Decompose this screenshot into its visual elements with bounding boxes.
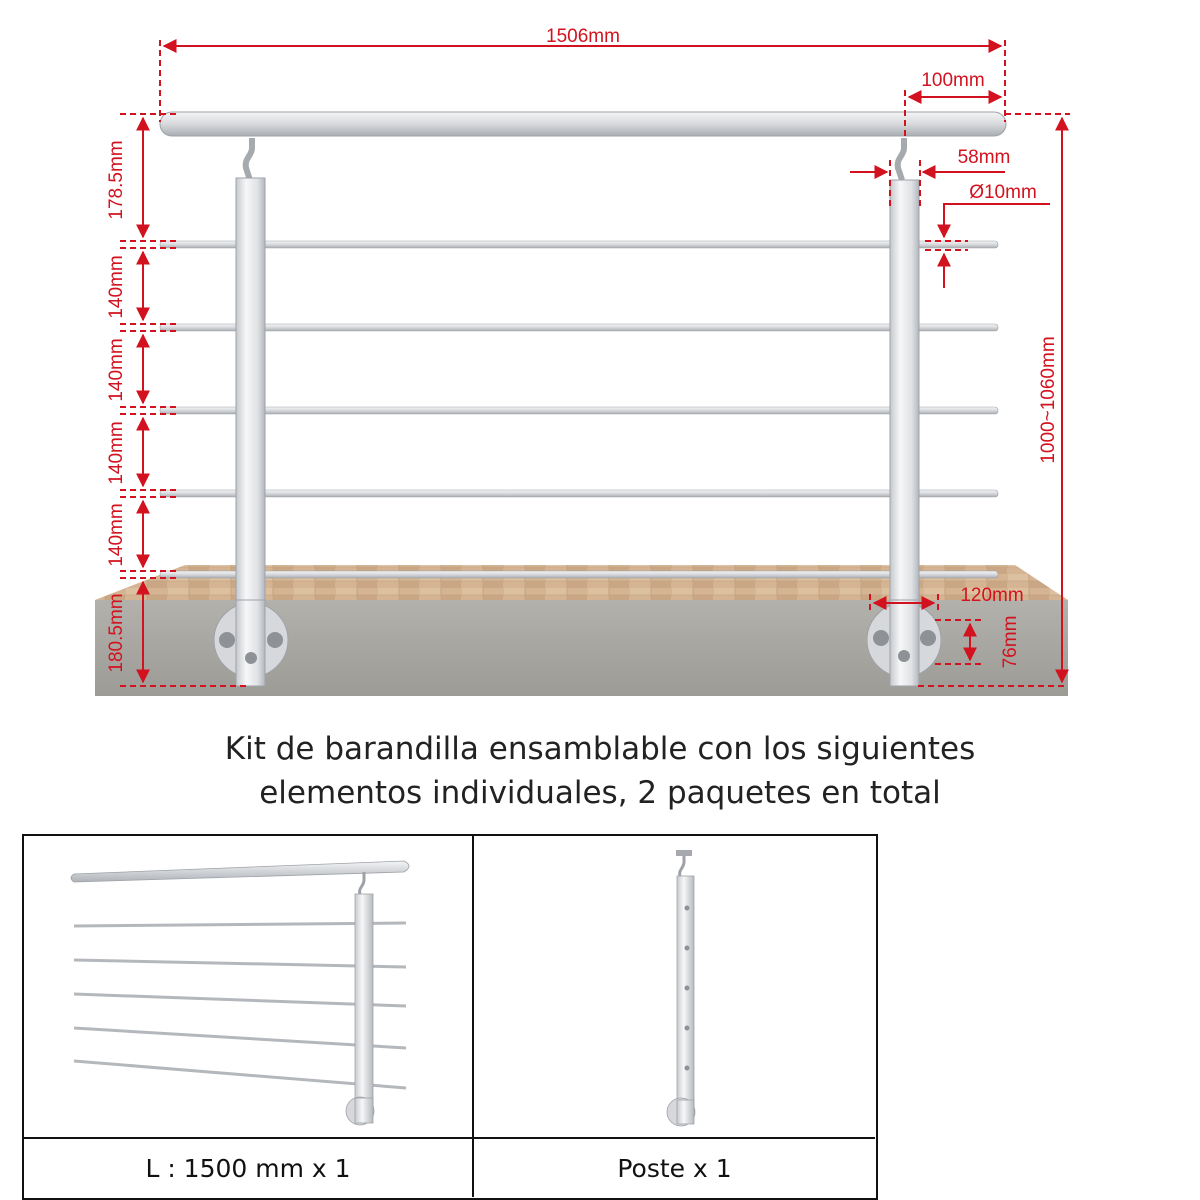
dim-bar-spacing-1: 140mm [106,255,127,319]
dim-bar-spacing-4: 140mm [106,503,127,567]
kit-contents-table [22,834,878,1200]
handrail-kit-label: L : 1500 mm x 1 [24,1139,474,1197]
dim-bar-spacing-2: 140mm [106,338,127,402]
handrail [160,112,1006,136]
handrail-kit-image [24,836,474,1139]
post-image [474,836,875,1139]
caption-line-1: Kit de barandilla ensamblable con los siguientes [224,731,976,767]
dim-bottom-gap: 180.5mm [106,593,127,673]
horizontal-bars [160,241,998,578]
caption-line-2: elementos individuales, 2 paquetes en total [259,775,941,811]
dim-flange-width: 120mm [960,585,1024,606]
dim-total-length: 1506mm [546,26,620,47]
dim-overhang: 100mm [921,70,985,91]
dim-top-gap: 178.5mm [106,140,127,220]
dim-bar-spacing-3: 140mm [106,421,127,485]
dim-bar-diameter: Ø10mm [969,182,1037,203]
post-label: Poste x 1 [617,1153,732,1183]
dim-height-range: 1000~1060mm [1038,336,1059,464]
dim-post-width: 58mm [957,147,1011,168]
dim-flange-height: 76mm [1000,615,1021,669]
caption [0,727,1200,815]
